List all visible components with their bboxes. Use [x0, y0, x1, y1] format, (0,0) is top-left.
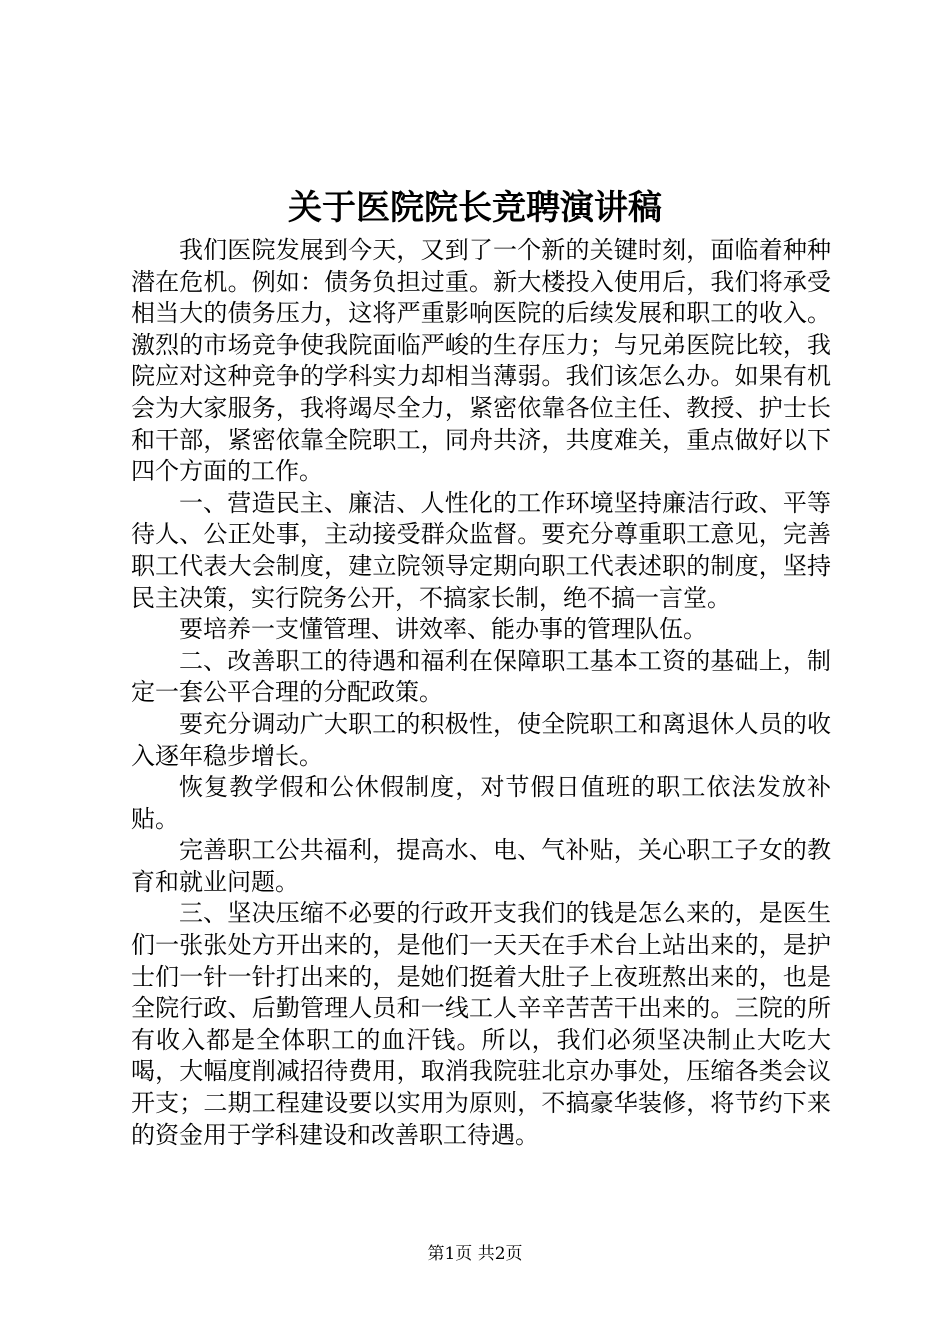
- paragraph: 完善职工公共福利，提高水、电、气补贴，关心职工子女的教育和就业问题。: [131, 836, 831, 896]
- paragraph: 要充分调动广大职工的积极性，使全院职工和离退休人员的收入逐年稳步增长。: [131, 709, 831, 770]
- paragraph: 三、坚决压缩不必要的行政开支我们的钱是怎么来的，是医生们一张张处方开出来的，是他们一天天在手术台上站出来的，是护士们一针一针打出来的，是她们挺着大肚子上夜班熬出来的，也是全院行政、后勤管理人员和一线工人辛辛苦苦干出来的。三院的所有收入都是全体职工的血汗钱。所以，我们必须坚决制止大吃大喝，大幅度削减招待费用，取消我院驻北京办事处，压缩各类会议开支；二期工程建设要以实用为原则，不搞豪华装修，将节约下来的资金用于学科建设和改善职工待遇。: [131, 899, 831, 1149]
- paragraph: 一、营造民主、廉洁、人性化的工作环境坚持廉洁行政、平等待人、公正处事，主动接受群众监督。要充分尊重职工意见，完善职工代表大会制度，建立院领导定期向职工代表述职的制度，坚持民主决策，实行院务公开，不搞家长制，绝不搞一言堂。: [131, 488, 831, 612]
- page-number-footer: 第1页 共2页: [427, 1244, 523, 1264]
- paragraph: 我们医院发展到今天，又到了一个新的关键时刻，面临着种种潜在危机。例如：债务负担过重。新大楼投入使用后，我们将承受相当大的债务压力，这将严重影响医院的后续发展和职工的收入。激烈的市场竞争使我院面临严峻的生存压力；与兄弟医院比较，我院应对这种竞争的学科实力却相当薄弱。我们该怎么办。如果有机会为大家服务，我将竭尽全力，紧密依靠各位主任、教授、护士长和干部，紧密依靠全院职工，同舟共济，共度难关，重点做好以下四个方面的工作。: [131, 236, 831, 486]
- document-body: [131, 235, 831, 1151]
- paragraph: 要培养一支懂管理、讲效率、能办事的管理队伍。: [179, 615, 707, 644]
- paragraph: 二、改善职工的待遇和福利在保障职工基本工资的基础上，制定一套公平合理的分配政策。: [131, 646, 831, 707]
- document-title: 关于医院院长竞聘演讲稿: [288, 188, 662, 228]
- paragraph: 恢复教学假和公休假制度，对节假日值班的职工依法发放补贴。: [131, 773, 831, 833]
